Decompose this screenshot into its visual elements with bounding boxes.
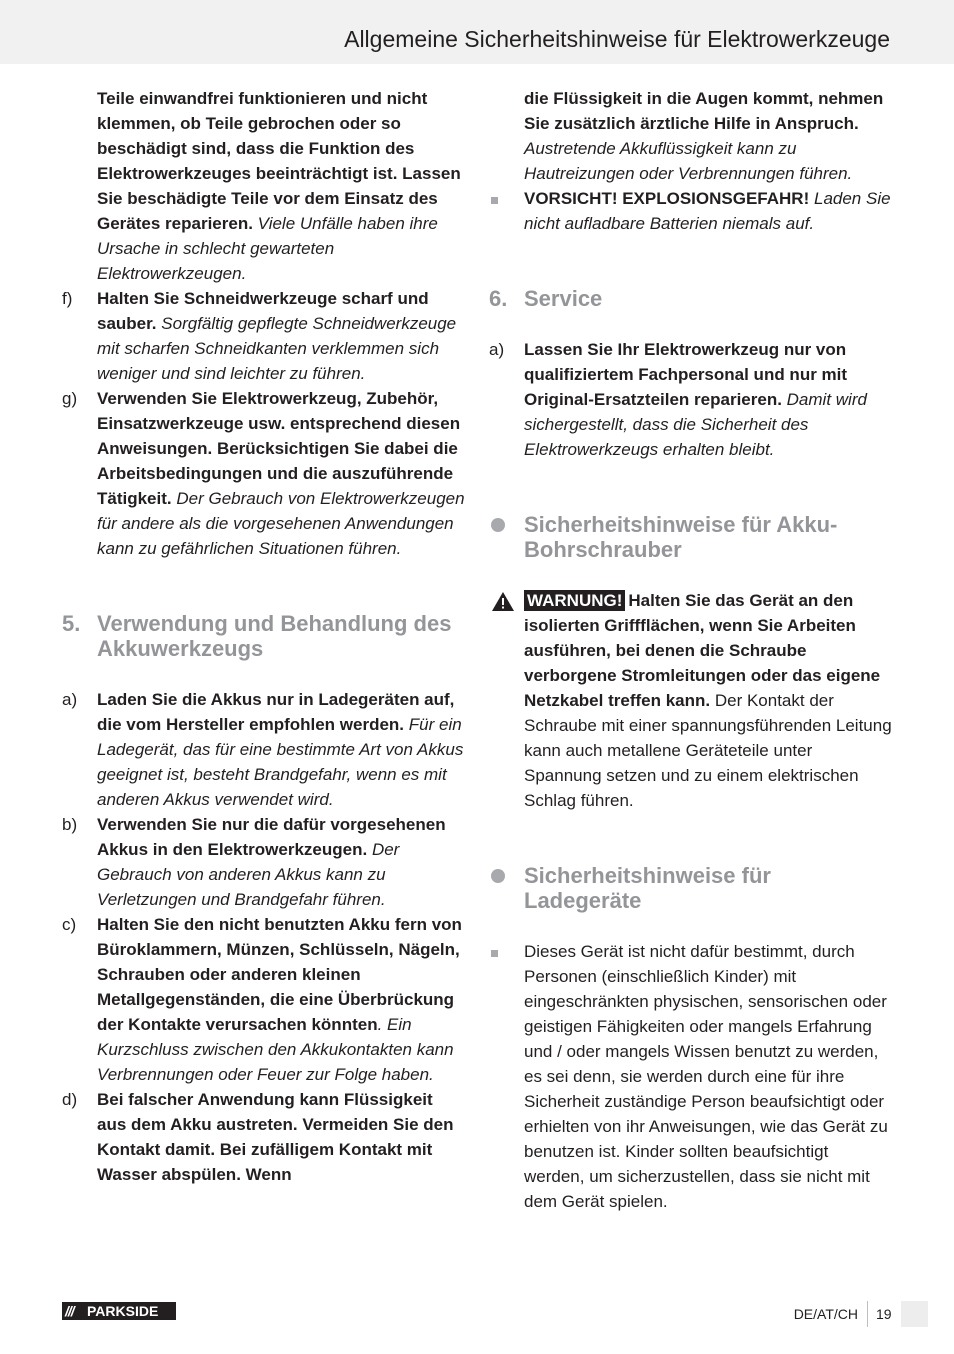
bullet-item-vorsicht bbox=[489, 186, 893, 236]
list-item-a bbox=[62, 687, 466, 812]
item-bold-text: Verwenden Sie Elektrowerkzeug, Zubehör, Einsatzwerkzeuge usw. entsprechend diesen Anweisungen. Berücksichtigen Sie dabei die Arbeitsbedingungen und die auszuführende Tätigkeit. bbox=[97, 389, 461, 508]
section-title: Sicherheitshinweise für Ladegeräte bbox=[524, 863, 771, 913]
item-bold-text: Halten Sie den nicht benutzten Akku fern von Büroklammern, Münzen, Schlüsseln, Nägeln, Schrauben oder anderen kleinen Metallgegenständen, die eine Überbrückung der Kontakte verursachen könnten bbox=[97, 915, 462, 1034]
circle-bullet-icon bbox=[491, 869, 505, 883]
item-italic-text: Austretende Akkuflüssigkeit kann zu Hautreizungen oder Verbrennungen führen. bbox=[524, 139, 853, 183]
left-column bbox=[62, 86, 466, 1187]
item-body-text: Dieses Gerät ist nicht dafür bestimmt, durch Personen (einschließlich Kinder) mit eingeschränkten physischen, sensorischen oder geistigen Fähigkeiten oder mangels Erfahrung und / oder mangels Wissen benutzt zu werden, es sei denn, sie werden durch eine für ihre Sicherheit zuständige Person beaufsichtigt oder erhielten von ihr Anweisungen, wie das Gerät zu benutzen ist. Kinder sollten beaufsichtigt werden, um sicherzustellen, dass sie nicht mit dem Gerät spielen. bbox=[524, 942, 888, 1211]
item-italic-text: . Ein Kurzschluss zwischen den Akkukontakten kann Verbrennungen oder Feuer zur Folge haben. bbox=[97, 1015, 454, 1084]
footer-divider bbox=[867, 1301, 868, 1327]
item-bold-text: Bei falscher Anwendung kann Flüssigkeit aus dem Akku austreten. Vermeiden Sie den Kontakt damit. Bei zufälligem Kontakt mit Wasser abspülen. Wenn bbox=[97, 1090, 454, 1184]
item-marker: g) bbox=[62, 389, 78, 408]
list-item-g bbox=[62, 386, 466, 561]
header-bar bbox=[0, 0, 954, 64]
section-title: Service bbox=[524, 286, 603, 311]
bullet-item-lade bbox=[489, 939, 893, 1214]
parkside-logo bbox=[62, 1302, 176, 1320]
footer-box bbox=[901, 1301, 928, 1327]
section-title: Sicherheitshinweise für Akku-Bohrschrauber bbox=[524, 512, 838, 562]
item-bold-text: Halten Sie das Gerät an den isolierten Griffflächen, wenn Sie Arbeiten ausführen, bei denen die Schraube verborgene Stromleitungen oder das eigene Netzkabel treffen kann. bbox=[524, 591, 881, 710]
item-italic-text: Der Gebrauch von anderen Akkus kann zu Verletzungen und Brandgefahr führen. bbox=[97, 840, 400, 909]
item-bold-text: die Flüssigkeit in die Augen kommt, nehmen Sie zusätzlich ärztliche Hilfe in Anspruch. bbox=[524, 89, 884, 133]
item-italic-text: Für ein Ladegerät, das für eine bestimmte Art von Akkus geeignet ist, besteht Brandgefahr, wenn es mit anderen Akkus verwendet wird. bbox=[97, 715, 464, 809]
item-bold-text: Halten Sie Schneidwerkzeuge scharf und sauber. bbox=[97, 289, 429, 333]
section-6-heading bbox=[489, 286, 893, 311]
item-marker: a) bbox=[62, 690, 78, 709]
section-number: 6. bbox=[489, 286, 508, 311]
item-italic-text: Laden Sie nicht aufladbare Batterien niemals auf. bbox=[524, 189, 891, 233]
item-bold-text: Laden Sie die Akkus nur in Ladegeräten auf, die vom Hersteller empfohlen werden. bbox=[97, 690, 455, 734]
item-bold-text: VORSICHT! EXPLOSIONSGEFAHR! bbox=[524, 189, 810, 208]
item-marker: d) bbox=[62, 1090, 78, 1109]
item-italic-text: Der Gebrauch von Elektrowerkzeugen für andere als die vorgesehenen Anwendungen kann zu gefährlichen Situationen führen. bbox=[97, 489, 465, 558]
warning-triangle-icon bbox=[492, 592, 514, 611]
section-lade-heading bbox=[489, 863, 893, 913]
continued-item bbox=[489, 86, 893, 186]
page-number: 19 bbox=[876, 1306, 892, 1322]
right-column bbox=[489, 86, 893, 1214]
item-body-text: Der Kontakt der Schraube mit einer spannungsführenden Leitung kann auch metallene Geräteteile unter Spannung setzen und zu einem elektrischen Schlag führen. bbox=[524, 691, 892, 810]
section-akku-heading bbox=[489, 512, 893, 562]
circle-bullet-icon bbox=[491, 518, 505, 532]
continued-item bbox=[62, 86, 466, 286]
item-italic-text: Sorgfältig gepflegte Schneidwerkzeuge mit scharfen Schneidkanten verklemmen sich weniger und sind leichter zu führen. bbox=[97, 314, 457, 383]
item-marker: f) bbox=[62, 289, 73, 308]
section-5-heading bbox=[62, 611, 466, 661]
item-marker: c) bbox=[62, 915, 77, 934]
item-bold-text: Verwenden Sie nur die dafür vorgesehenen Akkus in den Elektrowerkzeugen. bbox=[97, 815, 446, 859]
section-number: 5. bbox=[62, 611, 81, 636]
item-bold-text: Lassen Sie Ihr Elektrowerkzeug nur von qualifiziertem Fachpersonal und nur mit Original-Ersatzteilen reparieren. bbox=[524, 340, 848, 409]
section-title: Verwendung und Behandlung des Akkuwerkzeugs bbox=[97, 611, 452, 661]
list-item-f bbox=[62, 286, 466, 386]
square-bullet-icon bbox=[491, 197, 498, 204]
item-italic-text: Viele Unfälle haben ihre Ursache in schlecht gewarteten Elektrowerkzeugen. bbox=[97, 214, 438, 283]
page-title: Allgemeine Sicherheitshinweise für Elektrowerkzeuge bbox=[344, 26, 890, 52]
footer-language: DE/AT/CH bbox=[793, 1306, 858, 1322]
item-bold-text: Teile einwandfrei funktionieren und nicht klemmen, ob Teile gebrochen oder so beschädigt sind, dass die Funktion des Elektrowerkzeuges beeinträchtigt ist. Lassen Sie beschädigte Teile vor dem Einsatz des Gerätes reparieren. bbox=[97, 89, 461, 233]
list-item-d bbox=[62, 1087, 466, 1187]
logo-brand-text: PARKSIDE bbox=[87, 1303, 159, 1319]
list-item-b bbox=[62, 812, 466, 912]
list-item-c bbox=[62, 912, 466, 1087]
square-bullet-icon bbox=[491, 950, 498, 957]
item-marker: b) bbox=[62, 815, 78, 834]
item-marker: a) bbox=[489, 340, 505, 359]
list-item-service-a bbox=[489, 337, 893, 462]
logo-slashes: /// bbox=[65, 1303, 74, 1319]
item-italic-text: Damit wird sichergestellt, dass die Sicherheit des Elektrowerkzeugs erhalten bleibt. bbox=[524, 390, 867, 459]
warning-item bbox=[489, 588, 893, 813]
warning-label: WARNUNG! bbox=[524, 590, 625, 611]
